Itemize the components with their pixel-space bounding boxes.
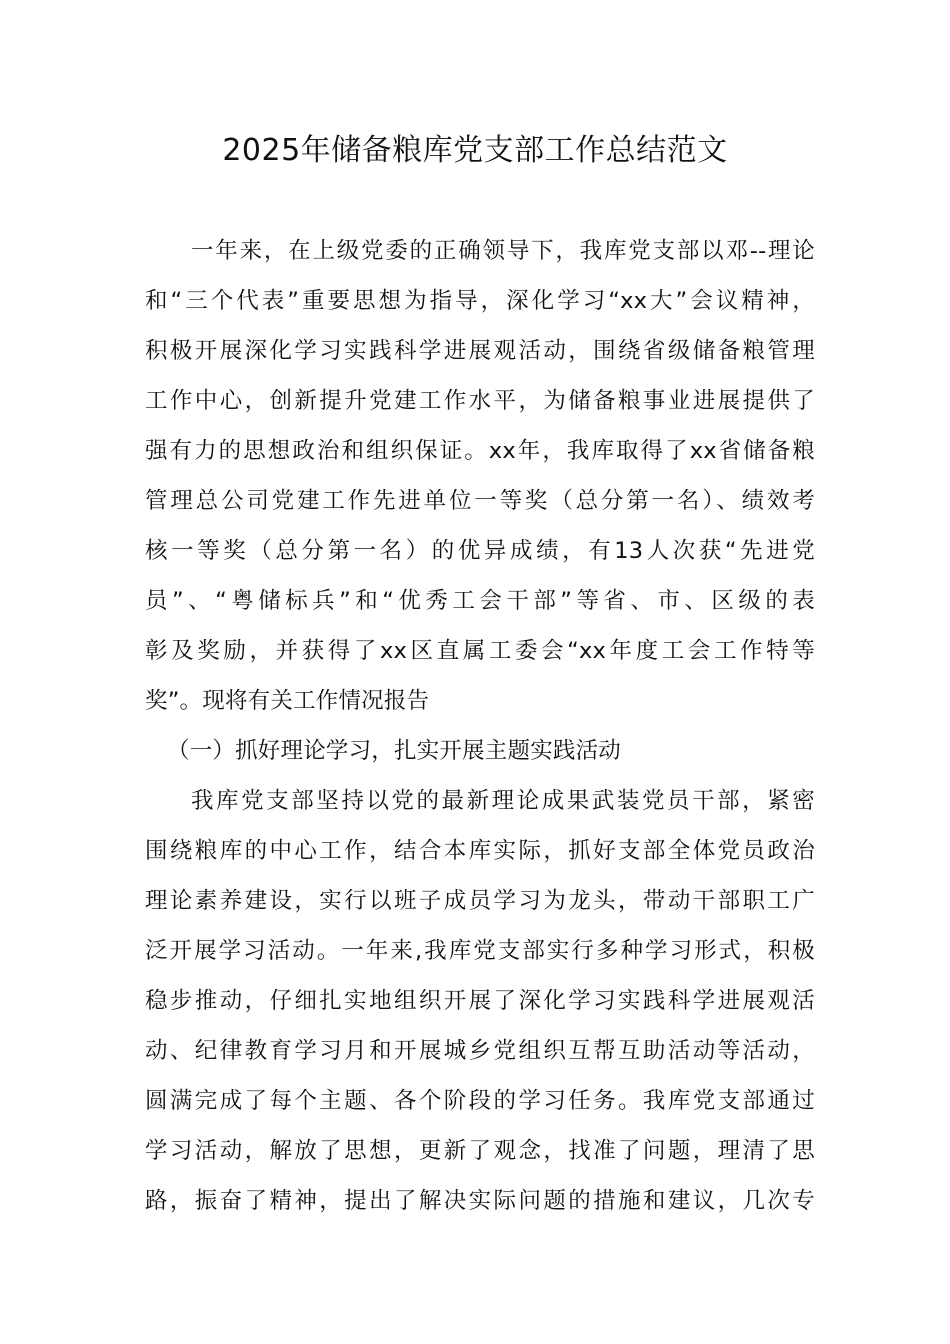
text-line: 一年来，在上级党委的正确领导下，我库党支部以邓--理论: [191, 238, 815, 264]
text-line: 我库党支部坚持以党的最新理论成果武装党员干部，紧密: [191, 788, 815, 814]
text-line: 围绕粮库的中心工作，结合本库实际，抓好支部全体党员政治: [145, 838, 815, 864]
text-line: 理论素养建设，实行以班子成员学习为龙头，带动干部职工广: [145, 888, 815, 914]
text-line: 管理总公司党建工作先进单位一等奖（总分第一名）、绩效考: [145, 488, 815, 514]
text-line: 工作中心，创新提升党建工作水平，为储备粮事业进展提供了: [145, 388, 815, 414]
text-line: 和“三个代表”重要思想为指导，深化学习“xx大”会议精神，: [145, 288, 815, 314]
page-title: 2025年储备粮库党支部工作总结范文: [222, 133, 728, 168]
text-line: 积极开展深化学习实践科学进展观活动，围绕省级储备粮管理: [145, 338, 815, 364]
text-line: 路，振奋了精神，提出了解决实际问题的措施和建议，几次专: [145, 1188, 815, 1214]
text-line: 员”、“粤储标兵”和“优秀工会干部”等省、市、区级的表: [145, 588, 815, 614]
text-line: 彰及奖励，并获得了xx区直属工委会“xx年度工会工作特等: [145, 638, 815, 664]
text-line: 核一等奖（总分第一名）的优异成绩，有13人次获“先进党: [145, 538, 815, 564]
text-line: 强有力的思想政治和组织保证。xx年，我库取得了xx省储备粮: [145, 438, 815, 464]
text-line: 稳步推动，仔细扎实地组织开展了深化学习实践科学进展观活: [145, 988, 815, 1014]
text-line: 奖”。现将有关工作情况报告: [145, 688, 430, 714]
text-line: 泛开展学习活动。一年来,我库党支部实行多种学习形式，积极: [145, 938, 815, 964]
text-line: 学习活动，解放了思想，更新了观念，找准了问题，理清了思: [145, 1138, 815, 1164]
text-line: 动、纪律教育学习月和开展城乡党组织互帮互助活动等活动，: [145, 1038, 815, 1064]
section-heading: （一）抓好理论学习，扎实开展主题实践活动: [167, 738, 622, 764]
document-body: [145, 226, 815, 1226]
text-line: 圆满完成了每个主题、各个阶段的学习任务。我库党支部通过: [145, 1088, 815, 1114]
